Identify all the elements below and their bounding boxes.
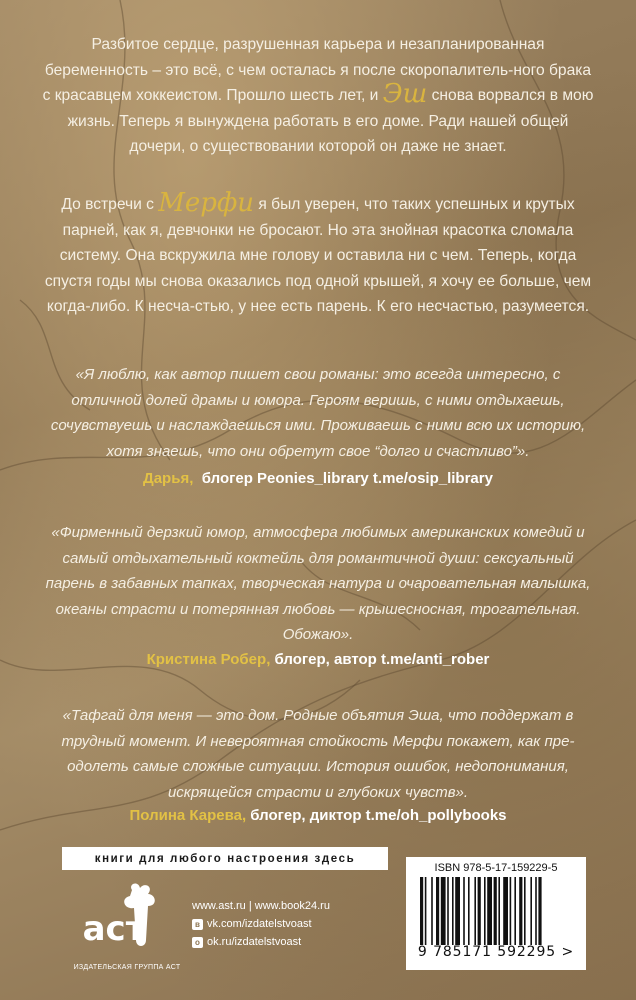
review-attribution-3 [40,807,596,824]
blurb-paragraph-2 [40,188,596,320]
vk-icon: в [192,919,203,930]
reviewer-name-2: Кристина Робер, [146,651,271,668]
publisher-contacts [192,897,392,951]
ast-logo-icon [62,878,192,964]
logo-text: аст [82,909,146,949]
isbn-number: ISBN 978-5-17-159229-5 [434,862,558,874]
blurb-p1-text-a: Разбитое сердце, разрушенная карьера и незапланированная беременность – это всё, с чем осталась я после скоропалитель-ного брака с красавцем хоккеистом. Прошло шесть лет, и [42,36,592,104]
blurb-p2-text-a: До встречи с [61,196,154,213]
ok-link[interactable]: ok.ru/izdatelstvoast [207,936,302,948]
blurb-paragraph-1 [40,32,596,160]
heroine-name-murphy: Мерфи [158,188,255,218]
websites-link[interactable]: www.ast.ru | www.book24.ru [192,900,330,912]
publisher-logo [62,878,192,978]
blurb-p2-text-b: я был уверен, что таких успешных и крутых парней, как я, девчонки не бросают. Но эта знойная красотка сломала систему. Она вскружила мне голову и оставила ни с чем. Теперь, когда спустя годы мы снова оказались под одной крышей, я хочу ее больше, чем когда-либо. К несча-стью, у нее есть парень. К его несчастью, разумеется. [44,196,592,315]
reviewer-details-3: блогер, диктор t.me/oh_pollybooks [250,807,507,824]
reviewer-name-1: Дарья, [143,470,194,487]
review-attribution-1 [40,470,596,487]
blurb-p1-text-b: снова ворвался в мою жизнь. Теперь я вынуждена работать в его доме. Ради нашей общей дочери, о существовании которой он даже не знает. [67,87,594,155]
isbn-barcode-block [406,857,586,970]
reviewer-name-3: Полина Карева, [129,807,247,824]
websites-line [192,897,392,915]
review-quote-3: «Тафгай для меня — это дом. Родные объятия Эша, что поддержат в трудный момент. И невероятная стойкость Мерфи покажет, как пре-одолеть самые сложные ситуации. История ошибок, недопонимания, искрящейся страсти и глубоких чувств». [61,707,575,801]
ok-line [192,933,392,951]
ok-icon: о [192,937,203,948]
reviewer-details-2: блогер, автор t.me/anti_rober [274,651,490,668]
review-attribution-2 [40,651,596,668]
logo-caption: ИЗДАТЕЛЬСКАЯ ГРУППА АСТ [73,964,181,971]
review-quote-1: «Я люблю, как автор пишет свои романы: это всегда интересно, с отличной долей драмы и юмора. Героям веришь, с ними отдыхаешь, сочувствуешь и наслаждаешься ими. Проживаешь с ними всю их историю, хотя знаешь, что они обретут свое “долго и счастливо”». [50,366,586,460]
barcode-digits: 9 785171 592295 > [417,944,575,960]
hero-name-esh: Эш [382,79,428,109]
tagline-banner: книги для любого настроения здесь [62,847,388,870]
vk-line [192,915,392,933]
review-quote-2: «Фирменный дерзкий юмор, атмосфера любимых американских комедий и самый отдыхательный коктейль для романтичной души: сексуальный парень в забавных тапках, творческая натура и очаровательная малышка, океаны страсти и потерянная любовь — крышесносная, трогательная. Обожаю». [45,524,591,643]
reviewer-details-1: блогер Peonies_library t.me/osip_library [201,470,493,487]
barcode [420,877,576,945]
vk-link[interactable]: vk.com/izdatelstvoast [207,918,312,930]
